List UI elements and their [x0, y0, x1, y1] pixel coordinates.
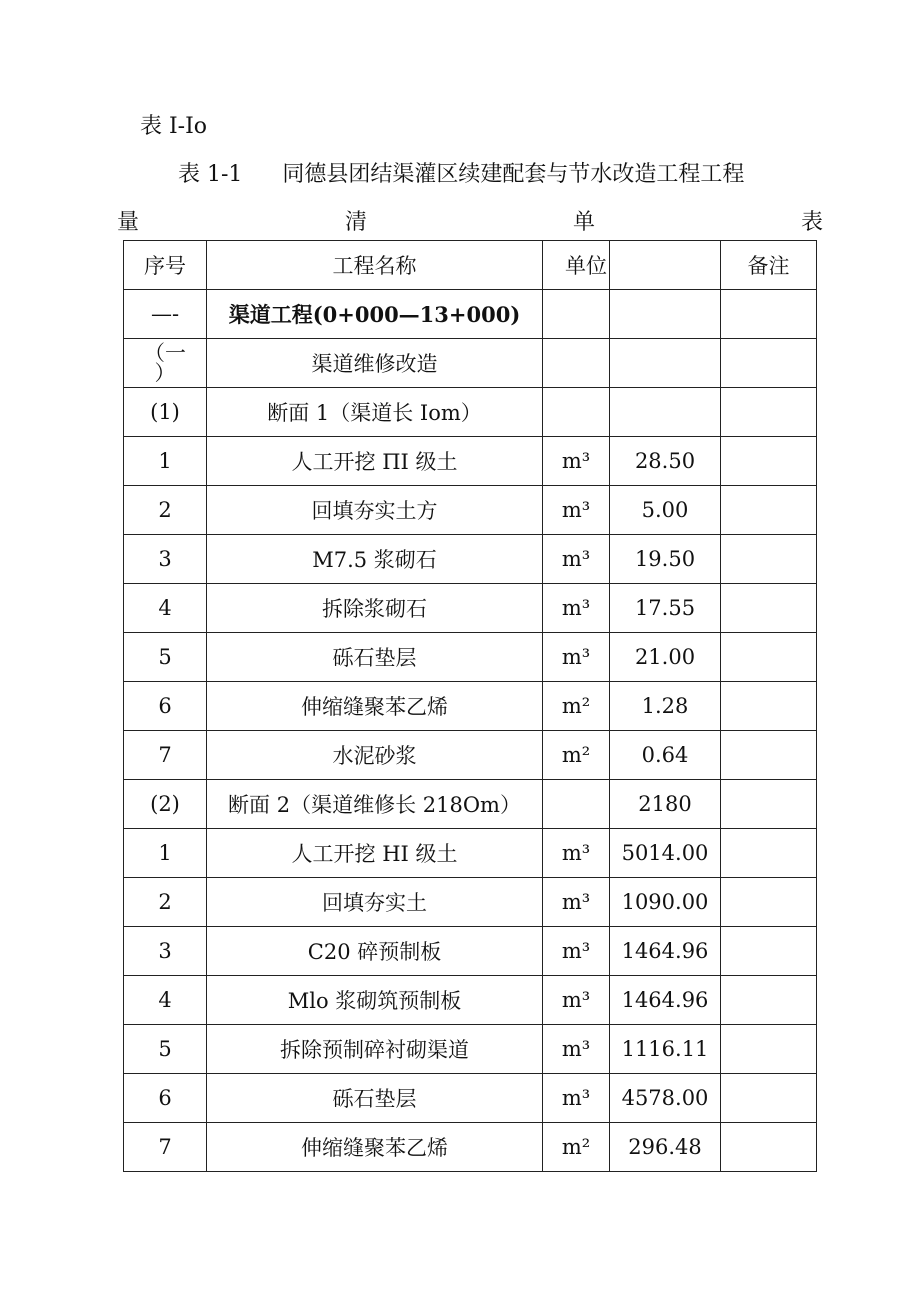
row-remark — [721, 388, 817, 437]
row-item-name: 拆除浆砌石 — [207, 584, 543, 633]
row-unit: m³ — [543, 829, 610, 878]
row-number: —- — [124, 290, 207, 339]
row-item-name: M7.5 浆砌石 — [207, 535, 543, 584]
row-quantity — [610, 339, 721, 388]
row-quantity: 0.64 — [610, 731, 721, 780]
header-no: 序号 — [124, 241, 207, 290]
row-quantity: 2180 — [610, 780, 721, 829]
row-item-name: 渠道维修改造 — [207, 339, 543, 388]
row-quantity: 17.55 — [610, 584, 721, 633]
row-quantity: 1090.00 — [610, 878, 721, 927]
row-quantity: 4578.00 — [610, 1074, 721, 1123]
table-row — [124, 339, 817, 388]
row-item-name: 回填夯实土方 — [207, 486, 543, 535]
row-quantity: 1464.96 — [610, 976, 721, 1025]
row-number: 1 — [124, 829, 207, 878]
table-row — [124, 780, 817, 829]
row-number: （一 ） — [124, 339, 207, 388]
row-quantity: 5.00 — [610, 486, 721, 535]
row-number: 7 — [124, 731, 207, 780]
row-remark — [721, 437, 817, 486]
row-unit: m³ — [543, 437, 610, 486]
row-item-name: 砾石垫层 — [207, 1074, 543, 1123]
header-qty — [610, 241, 721, 290]
row-remark — [721, 290, 817, 339]
row-unit: m³ — [543, 1025, 610, 1074]
table-row — [124, 437, 817, 486]
table-row — [124, 927, 817, 976]
row-item-name: 伸缩缝聚苯乙烯 — [207, 1123, 543, 1172]
row-item-name: C20 碎预制板 — [207, 927, 543, 976]
row-item-name: 伸缩缝聚苯乙烯 — [207, 682, 543, 731]
header-unit: 单位 — [543, 241, 610, 290]
row-quantity: 19.50 — [610, 535, 721, 584]
table-row — [124, 633, 817, 682]
row-quantity: 21.00 — [610, 633, 721, 682]
table-row — [124, 584, 817, 633]
row-quantity — [610, 290, 721, 339]
row-number: 4 — [124, 584, 207, 633]
row-unit: m³ — [543, 1074, 610, 1123]
row-unit: m³ — [543, 633, 610, 682]
table-header-row — [124, 241, 817, 290]
table-row — [124, 731, 817, 780]
row-number: (2) — [124, 780, 207, 829]
row-number: 5 — [124, 1025, 207, 1074]
row-unit — [543, 339, 610, 388]
row-unit: m³ — [543, 976, 610, 1025]
table-row — [124, 1025, 817, 1074]
title-char: 清 — [344, 210, 367, 235]
row-number: 2 — [124, 486, 207, 535]
table-label: 表 I-Io — [140, 114, 208, 139]
row-quantity: 1116.11 — [610, 1025, 721, 1074]
table-row — [124, 486, 817, 535]
row-number: 6 — [124, 1074, 207, 1123]
row-item-name: 水泥砂浆 — [207, 731, 543, 780]
row-remark — [721, 535, 817, 584]
row-remark — [721, 976, 817, 1025]
table-title — [178, 160, 744, 190]
row-number: 3 — [124, 927, 207, 976]
row-remark — [721, 633, 817, 682]
row-unit: m³ — [543, 535, 610, 584]
row-item-name: 渠道工程(0+000—13+000) — [207, 290, 543, 339]
row-quantity — [610, 388, 721, 437]
row-remark — [721, 1025, 817, 1074]
row-quantity: 28.50 — [610, 437, 721, 486]
table-row — [124, 1074, 817, 1123]
header-remark: 备注 — [721, 241, 817, 290]
row-remark — [721, 780, 817, 829]
row-number: 5 — [124, 633, 207, 682]
table-row — [124, 290, 817, 339]
row-remark — [721, 584, 817, 633]
table-number: 表 1-1 — [178, 162, 243, 187]
row-number: 1 — [124, 437, 207, 486]
row-unit: m³ — [543, 927, 610, 976]
table-row — [124, 388, 817, 437]
row-remark — [721, 486, 817, 535]
row-remark — [721, 731, 817, 780]
row-remark — [721, 829, 817, 878]
row-number: 4 — [124, 976, 207, 1025]
table-title-continuation — [117, 208, 823, 238]
row-remark — [721, 1074, 817, 1123]
row-remark — [721, 878, 817, 927]
row-unit: m³ — [543, 878, 610, 927]
row-remark — [721, 927, 817, 976]
row-unit — [543, 388, 610, 437]
row-quantity: 296.48 — [610, 1123, 721, 1172]
row-unit — [543, 290, 610, 339]
row-unit: m² — [543, 731, 610, 780]
row-number: 2 — [124, 878, 207, 927]
row-item-name: Mlo 浆砌筑预制板 — [207, 976, 543, 1025]
title-char: 单 — [572, 210, 595, 235]
row-remark — [721, 682, 817, 731]
row-item-name: 断面 1（渠道长 Iom） — [207, 388, 543, 437]
row-item-name: 人工开挖 ΠI 级土 — [207, 437, 543, 486]
row-item-name: 回填夯实土 — [207, 878, 543, 927]
row-item-name: 人工开挖 HI 级土 — [207, 829, 543, 878]
table-row — [124, 829, 817, 878]
row-remark — [721, 1123, 817, 1172]
table-row — [124, 535, 817, 584]
row-number: 6 — [124, 682, 207, 731]
row-unit: m³ — [543, 584, 610, 633]
row-unit: m² — [543, 1123, 610, 1172]
table-row — [124, 1123, 817, 1172]
title-char: 量 — [117, 210, 140, 235]
row-number: (1) — [124, 388, 207, 437]
row-quantity: 1464.96 — [610, 927, 721, 976]
row-item-name: 拆除预制碎衬砌渠道 — [207, 1025, 543, 1074]
title-char: 表 — [800, 210, 823, 235]
row-number: 7 — [124, 1123, 207, 1172]
row-item-name: 断面 2（渠道维修长 218Om） — [207, 780, 543, 829]
row-quantity: 1.28 — [610, 682, 721, 731]
row-number: 3 — [124, 535, 207, 584]
row-unit — [543, 780, 610, 829]
row-quantity: 5014.00 — [610, 829, 721, 878]
row-unit: m² — [543, 682, 610, 731]
quantity-table — [123, 240, 817, 1172]
table-row — [124, 878, 817, 927]
table-title-text: 同德县团结渠灌区续建配套与节水改造工程工程 — [282, 162, 745, 187]
table-row — [124, 682, 817, 731]
row-remark — [721, 339, 817, 388]
header-name: 工程名称 — [207, 241, 543, 290]
row-unit: m³ — [543, 486, 610, 535]
table-row — [124, 976, 817, 1025]
row-item-name: 砾石垫层 — [207, 633, 543, 682]
